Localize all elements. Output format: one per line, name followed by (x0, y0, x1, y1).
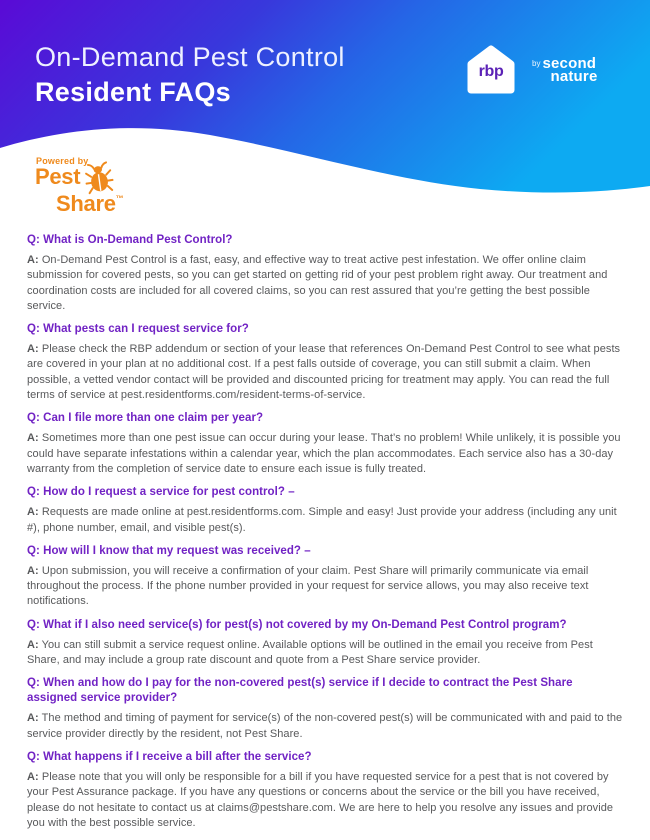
faq-question-1: Q: What is On-Demand Pest Control? (27, 234, 233, 246)
answer-text: You can still submit a service request online. Available options will be outlined in the email you receive from Pest Share, and may include a group rate discount and quote from a Pest Share service provider. (27, 638, 593, 667)
faq-answer-2 (27, 342, 623, 403)
answer-text: Requests are made online at pest.residentforms.com. Simple and easy! Just provide your address (including any unit #), phone number, email, and visible pest(s). (27, 506, 617, 534)
faq-question-4: Q: How do I request a service for pest control? – (27, 486, 295, 499)
faq-question-5: Q: How will I know that my request was received? – (27, 544, 311, 557)
faq-answer-6 (27, 638, 623, 669)
answer-prefix: A: (27, 712, 39, 725)
faq-answer-3 (27, 431, 623, 477)
answer-text: Upon submission, you will receive a confirmation of your claim. Pest Share will primarily communicate via email throughout the process. If the phone number provided in your request for service allows, you may also receive text notifications. (27, 564, 589, 608)
faq-answer-4 (27, 505, 623, 536)
answer-text: Sometimes more than one pest issue can occur during your lease. That’s no problem! While unlikely, it is possible you could have separate infestations within a calendar year, which the plan accommodates. Each service also has a 30-day warranty from the completion of service date to ensure each issue is fully treated. (27, 432, 621, 475)
beetle-icon (83, 160, 115, 196)
rbp-logo-text: rbp (478, 63, 504, 80)
faq-question-7: Q: When and how do I pay for the non-covered pest(s) service if I decide to contract the Pest Share assigned service provider? (27, 677, 573, 705)
powered-by-label: Powered by (36, 156, 89, 166)
answer-prefix: A: (27, 638, 39, 651)
answer-prefix: A: (27, 432, 39, 445)
page-subtitle: Resident FAQs (35, 77, 231, 107)
faq-answer-7 (27, 711, 623, 742)
answer-text: On-Demand Pest Control is a fast, easy, and effective way to treat active pest infestation. We offer online claim submission for covered pests, so you can get started on getting rid of your pest problem right away. Our treatment and coordination costs are included for all covered claims, so you can rest assured that you’re getting the best possible service. (27, 254, 608, 312)
pestshare-word-pest: Pest (35, 164, 81, 189)
page-title: On-Demand Pest Control (35, 42, 345, 72)
faq-answer-5 (27, 564, 623, 610)
answer-text: Please note that you will only be responsible for a bill if you have requested service for a pest that is not covered by your Pest Assurance package. If you have any questions or concerns about the service or the bill you have received, please do not hesitate to contact us at claims@pestshare.com. We are here to help you resolve any issues and provide you with the best possible service. (27, 770, 614, 829)
faq-list (27, 229, 623, 839)
second-nature-line1: second (542, 55, 597, 72)
answer-prefix: A: (27, 254, 39, 266)
second-nature-line2: nature (550, 68, 598, 85)
answer-prefix: A: (27, 506, 39, 519)
faq-answer-8 (27, 770, 623, 831)
answer-text: Please check the RBP addendum or section of your lease that references On-Demand Pest Control to see what pests are covered in your plan at no additional cost. If a pest falls outside of coverage, you can still submit a claim. When possible, a vetted vendor contact will be provided and discounted pricing for treatment may apply. You can read the full terms of service at pest.residentforms.com/resident-terms-of-service. (27, 343, 621, 402)
faq-answer-1 (27, 253, 623, 314)
answer-prefix: A: (27, 564, 39, 577)
second-nature-wordmark (542, 57, 597, 83)
faq-question-8: Q: What happens if I receive a bill after the service? (27, 750, 312, 763)
answer-prefix: A: (27, 770, 39, 783)
second-nature-logo (532, 57, 598, 83)
faq-question-6: Q: What if I also need service(s) for pest(s) not covered by my On-Demand Pest Control program? (27, 618, 567, 631)
trademark-symbol: ™ (115, 194, 124, 203)
faq-question-3: Q: Can I file more than one claim per year? (27, 412, 264, 425)
header-titles (35, 41, 345, 108)
answer-text: The method and timing of payment for service(s) of the non-covered pest(s) will be communicated with and paid to the service provider directly by the resident, not Pest Share. (27, 712, 623, 740)
pestshare-logo (35, 156, 124, 214)
faq-question-2: Q: What pests can I request service for? (27, 323, 249, 336)
answer-prefix: A: (27, 343, 39, 356)
by-label: by (532, 59, 541, 68)
rbp-logo (461, 41, 521, 101)
pestshare-word-share: Share (56, 191, 116, 216)
